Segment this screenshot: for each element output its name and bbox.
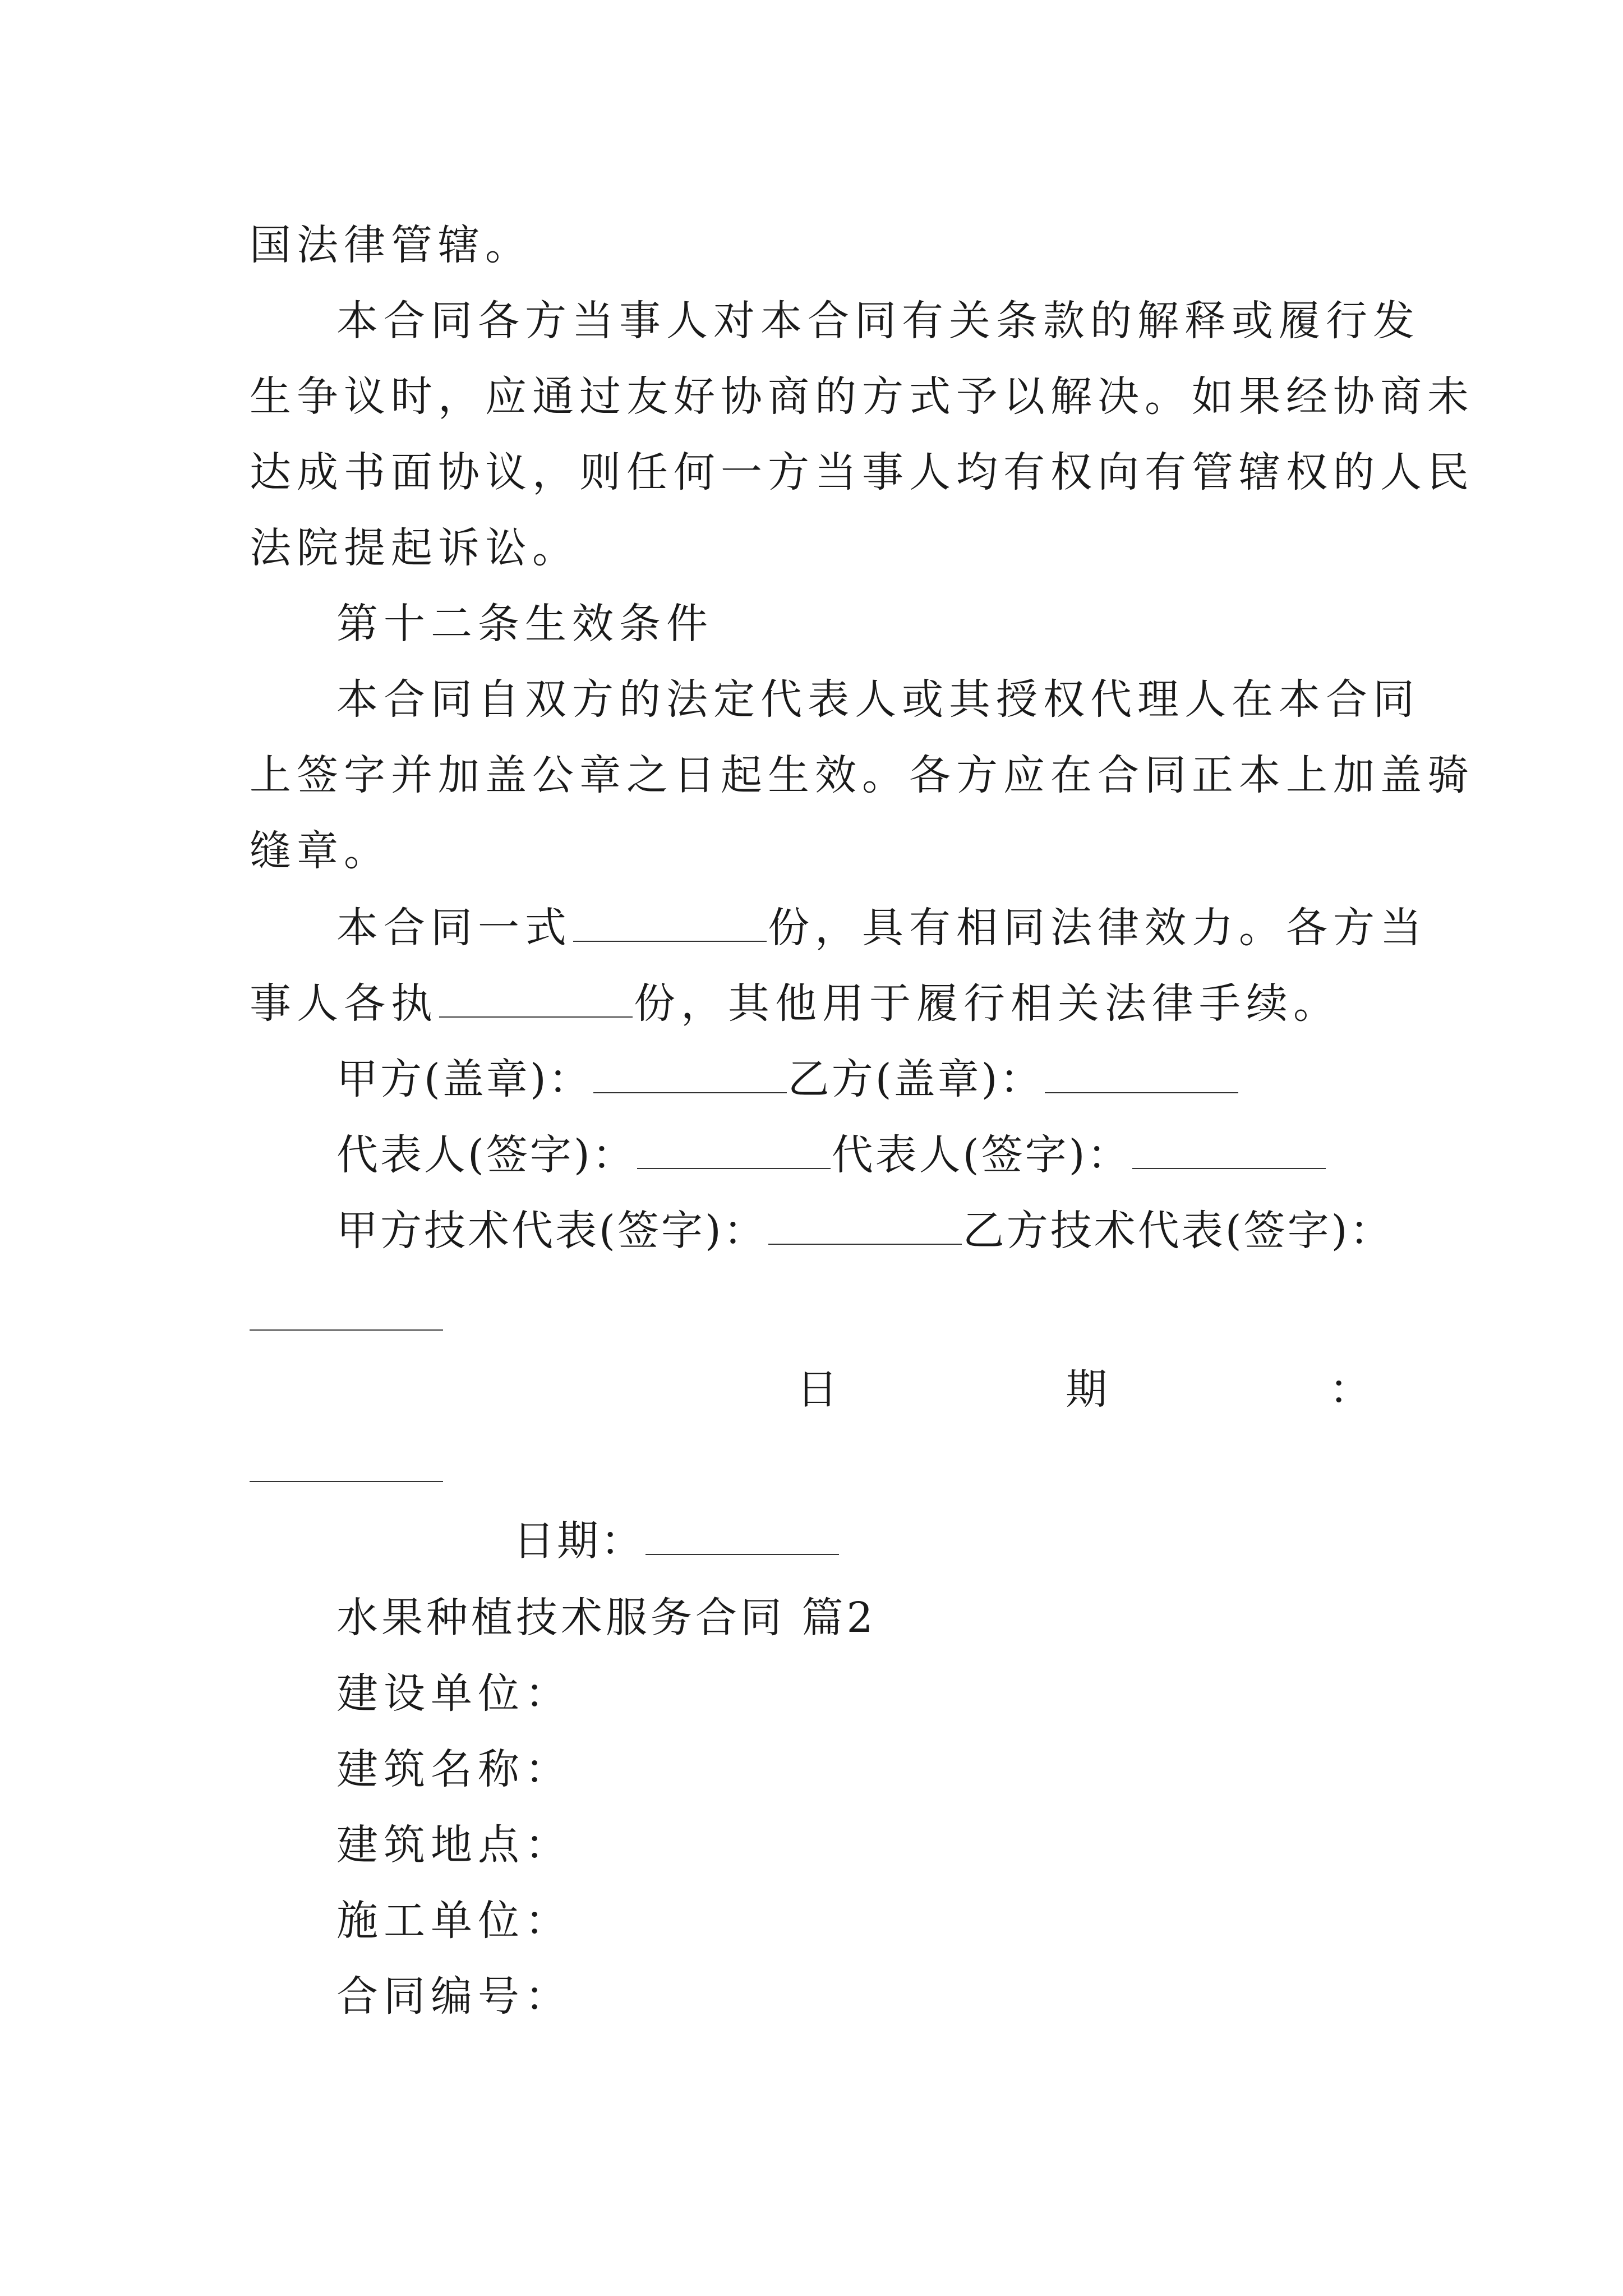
date2-label: 日期： [513,1517,644,1565]
rep-a-blank[interactable] [637,1134,831,1169]
each-holds-text-a: 事人各执 [250,979,438,1028]
party-a-seal-blank[interactable] [593,1059,787,1093]
copies-line-2 [250,979,1340,1028]
copies-line [336,904,1427,952]
tech-rep-a-label: 甲方技术代表(签字)： [336,1207,767,1255]
paragraph-line: 国法律管辖。 [250,221,532,269]
each-holds-blank[interactable] [439,983,633,1018]
date-char-1: 日 [796,1365,838,1414]
copies-text-a: 本合同一式 [336,904,572,952]
paragraph-line: 缝章。 [250,827,391,875]
field-label: 建设单位： [336,1669,572,1718]
copies-text-b: 份，具有相同法律效力。各方当 [768,904,1427,952]
section2-title: 水果种植技术服务合同 篇2 [336,1594,877,1642]
tech-rep-line [336,1207,1394,1255]
representative-line [336,1131,1327,1179]
field-label: 施工单位： [336,1897,572,1945]
date-line-2 [513,1517,840,1565]
paragraph-line: 达成书面协议，则任何一方当事人均有权向有管辖权的人民 [250,448,1474,496]
party-b-seal-label: 乙方(盖章)： [787,1055,1044,1103]
rep-b-blank[interactable] [1132,1134,1326,1169]
field-label: 合同编号： [336,1972,572,2021]
tech-rep-a-blank[interactable] [768,1210,962,1245]
party-b-seal-blank[interactable] [1045,1059,1238,1093]
tech-rep-b-label: 乙方技术代表(签字)： [962,1207,1394,1255]
paragraph-line: 本合同各方当事人对本合同有关条款的解释或履行发 [336,297,1420,345]
seal-line [336,1055,1239,1103]
field-label: 建筑地点： [336,1821,572,1869]
article-heading: 第十二条生效条件 [336,600,713,648]
each-holds-text-b: 份，其他用于履行相关法律手续。 [634,979,1340,1028]
copies-count-blank[interactable] [573,907,767,942]
date-blank-1[interactable] [250,1481,443,1482]
paragraph-line: 法院提起诉讼。 [250,524,579,572]
paragraph-line: 生争议时，应通过友好协商的方式予以解决。如果经协商未 [250,372,1474,421]
paragraph-line: 本合同自双方的法定代表人或其授权代理人在本合同 [336,675,1420,724]
date-blank-2[interactable] [645,1520,839,1555]
party-a-seal-label: 甲方(盖章)： [336,1055,592,1103]
date-char-2: 期 [1066,1365,1107,1414]
date-colon: ： [1329,1365,1371,1414]
rep-b-label: 代表人(签字)： [831,1131,1131,1179]
rep-a-label: 代表人(签字)： [336,1131,636,1179]
tech-rep-b-blank[interactable] [250,1329,443,1331]
paragraph-line: 上签字并加盖公章之日起生效。各方应在合同正本上加盖骑 [250,751,1474,799]
field-label: 建筑名称： [336,1745,572,1793]
